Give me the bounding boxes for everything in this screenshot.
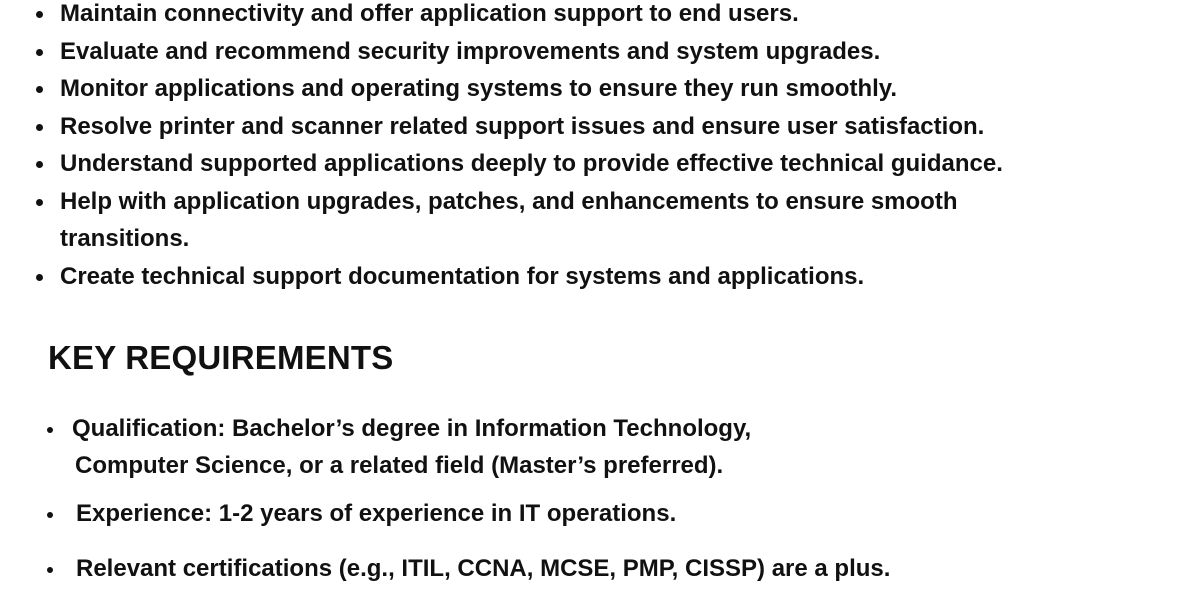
list-item-text: Experience: 1-2 years of experience in IT operations. xyxy=(76,500,677,527)
requirements-list xyxy=(0,410,890,587)
list-item-text: Monitor applications and operating systems to ensure they run smoothly. xyxy=(60,75,898,102)
bullet-icon xyxy=(36,199,43,206)
list-item-text-line2: Computer Science, or a related field (Master’s preferred). xyxy=(75,452,724,479)
list-item-text: Resolve printer and scanner related support issues and ensure user satisfaction. xyxy=(60,112,985,140)
list-item-text-line2: transitions. xyxy=(60,225,190,252)
bullet-icon xyxy=(36,49,43,56)
list-item xyxy=(0,550,890,587)
list-item-text: Evaluate and recommend security improvements and system upgrades. xyxy=(60,37,881,65)
list-item xyxy=(0,258,1180,296)
list-item-text-line1: Help with application upgrades, patches, and enhancements to ensure smooth xyxy=(60,187,958,215)
list-item-text: Maintain connectivity and offer application support to end users. xyxy=(60,0,799,27)
bullet-icon xyxy=(36,86,43,93)
list-item xyxy=(0,183,1180,258)
list-item xyxy=(0,0,1180,33)
bullet-icon xyxy=(47,512,53,518)
section-heading: KEY REQUIREMENTS xyxy=(48,339,394,376)
list-item xyxy=(0,33,1180,71)
list-item-text-line1: Qualification: Bachelor’s degree in Information Technology, xyxy=(72,415,752,442)
list-item-text: Create technical support documentation for systems and applications. xyxy=(60,262,865,290)
list-item xyxy=(0,410,890,484)
bullet-icon xyxy=(36,11,43,18)
bullet-icon xyxy=(47,427,53,433)
bullet-icon xyxy=(36,161,43,168)
list-item xyxy=(0,145,1180,183)
bullet-icon xyxy=(36,124,43,131)
list-item xyxy=(0,495,890,532)
bullet-icon xyxy=(47,567,53,573)
responsibilities-list xyxy=(0,0,1180,295)
list-item-text: Relevant certifications (e.g., ITIL, CCNA, MCSE, PMP, CISSP) are a plus. xyxy=(76,555,891,582)
bullet-icon xyxy=(36,274,43,281)
list-item-text: Understand supported applications deeply to provide effective technical guidance. xyxy=(60,150,1003,177)
list-item xyxy=(0,70,1180,108)
list-item xyxy=(0,108,1180,146)
